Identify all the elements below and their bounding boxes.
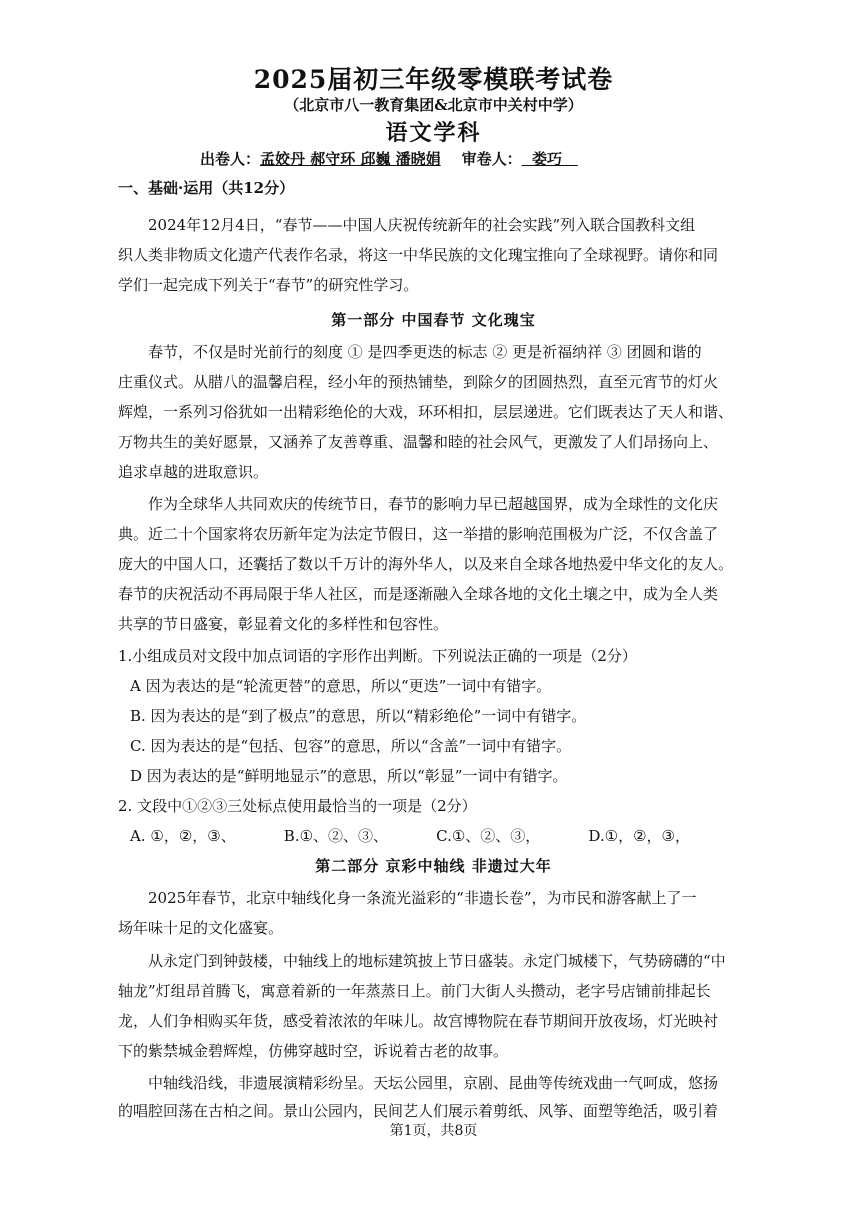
- part1-heading: 第一部分 中国春节 文化瑰宝: [331, 311, 536, 329]
- section1-heading: 一、基础·运用（共12分）: [118, 179, 295, 197]
- part2-heading: 第二部分 京彩中轴线 非遗过大年: [315, 857, 552, 875]
- question-2-choice-b: B.①、②、③、: [283, 827, 389, 845]
- question-1-option-b: B. 因为表达的是“到了极点”的意思，所以“精彩绝伦”一词中有错字。: [130, 707, 587, 725]
- paragraph-line: 龙，人们争相购买年货，感受着浓浓的年味儿。故宫博物院在春节期间开放夜场，灯光映衬: [118, 1012, 719, 1030]
- paragraph-line: 辉煌，一系列习俗犹如一出精彩绝伦的大戏，环环相扣，层层递进。它们既表达了天人和谐、: [118, 403, 734, 421]
- question-2-choice-d: D.①，②，③，: [588, 827, 690, 845]
- paragraph-line: 追求卓越的进取意识。: [118, 463, 269, 481]
- intro-line: 学们一起完成下列关于“春节”的研究性学习。: [118, 276, 419, 294]
- reviewer-label: 审卷人：: [461, 150, 522, 168]
- question-1-option-a: A 因为表达的是“轮流更替”的意思，所以“更迭”一词中有错字。: [130, 677, 552, 695]
- paragraph-line: 万物共生的美好愿景，又涵养了友善尊重、温馨和睦的社会风气，更激发了人们昂扬向上、: [118, 433, 719, 451]
- paragraph-line: 庞大的中国人口，还囊括了数以千万计的海外华人，以及来自全球各地热爱中华文化的友人。: [118, 555, 734, 573]
- question-2-stem: 2. 文段中①②③三处标点使用最恰当的一项是（2分）: [118, 797, 477, 815]
- paragraph-line: 共享的节日盛宴，彰显着文化的多样性和包容性。: [118, 615, 449, 633]
- paragraph-line: 作为全球华人共同欢庆的传统节日，春节的影响力早已超越国界，成为全球性的文化庆: [148, 495, 719, 513]
- question-2-choice-c: C.①、②、③，: [436, 827, 541, 845]
- intro-line: 2024年12月4日，“春节——中国人庆祝传统新年的社会实践”列入联合国教科文组: [148, 216, 696, 234]
- question-2-choice-a: A. ①，②，③、: [130, 827, 236, 845]
- exam-subject: 语文学科: [385, 120, 482, 146]
- paragraph-line: 场年味十足的文化盛宴。: [118, 919, 284, 937]
- exam-subtitle: （北京市八一教育集团&北京市中关村中学）: [284, 96, 583, 114]
- paragraph-line: 2025年春节，北京中轴线化身一条流光溢彩的“非遗长卷”，为市民和游客献上了一: [148, 889, 697, 907]
- paragraph-line: 从永定门到钟鼓楼，中轴线上的地标建筑披上节日盛装。永定门城楼下，气势磅礴的“中: [148, 952, 726, 970]
- paragraph-line: 春节的庆祝活动不再局限于华人社区，而是逐渐融入全球各地的文化土壤之中，成为全人类: [118, 585, 719, 603]
- authors-names: 孟姣丹 郝守环 邱巍 潘晓娟: [260, 150, 441, 168]
- exam-title: 2025届初三年级零模联考试卷: [253, 65, 614, 94]
- paragraph-line: 春节，不仅是时光前行的刻度 ① 是四季更迭的标志 ② 更是祈福纳祥 ③ 团圆和谐的: [148, 343, 702, 361]
- question-2-choices: [130, 825, 690, 846]
- page-number: 第1页，共8页: [389, 1123, 478, 1139]
- intro-line: 织人类非物质文化遗产代表作名录，将这一中华民族的文化瑰宝推向了全球视野。请你和同: [118, 246, 719, 264]
- paragraph-line: 庄重仪式。从腊八的温馨启程，经小年的预热铺垫，到除夕的团圆热烈，直至元宵节的灯火: [118, 373, 719, 391]
- authors-label: 出卷人：: [200, 150, 261, 168]
- paragraph-line: 下的紫禁城金碧辉煌，仿佛穿越时空，诉说着古老的故事。: [118, 1042, 509, 1060]
- paragraph-line: 典。近二十个国家将农历新年定为法定节假日，这一举措的影响范围极为广泛，不仅含盖了: [118, 525, 719, 543]
- reviewer-name: 娄巧: [532, 150, 563, 168]
- question-1-stem: 1.小组成员对文段中加点词语的字形作出判断。下列说法正确的一项是（2分）: [118, 647, 637, 665]
- question-1-option-d: D 因为表达的是“鲜明地显示”的意思，所以“彰显”一词中有错字。: [130, 767, 568, 785]
- paragraph-line: 的唱腔回荡在古柏之间。景山公园内，民间艺人们展示着剪纸、风筝、面塑等绝活，吸引着: [118, 1102, 719, 1120]
- paragraph-line: 轴龙”灯组昂首腾飞，寓意着新的一年蒸蒸日上。前门大街人头攒动，老字号店铺前排起长: [118, 982, 711, 1000]
- authors-line: [200, 148, 578, 169]
- question-1-option-c: C. 因为表达的是“包括、包容”的意思，所以“含盖”一词中有错字。: [130, 737, 572, 755]
- paragraph-line: 中轴线沿线，非遗展演精彩纷呈。天坛公园里，京剧、昆曲等传统戏曲一气呵成，悠扬: [148, 1074, 719, 1092]
